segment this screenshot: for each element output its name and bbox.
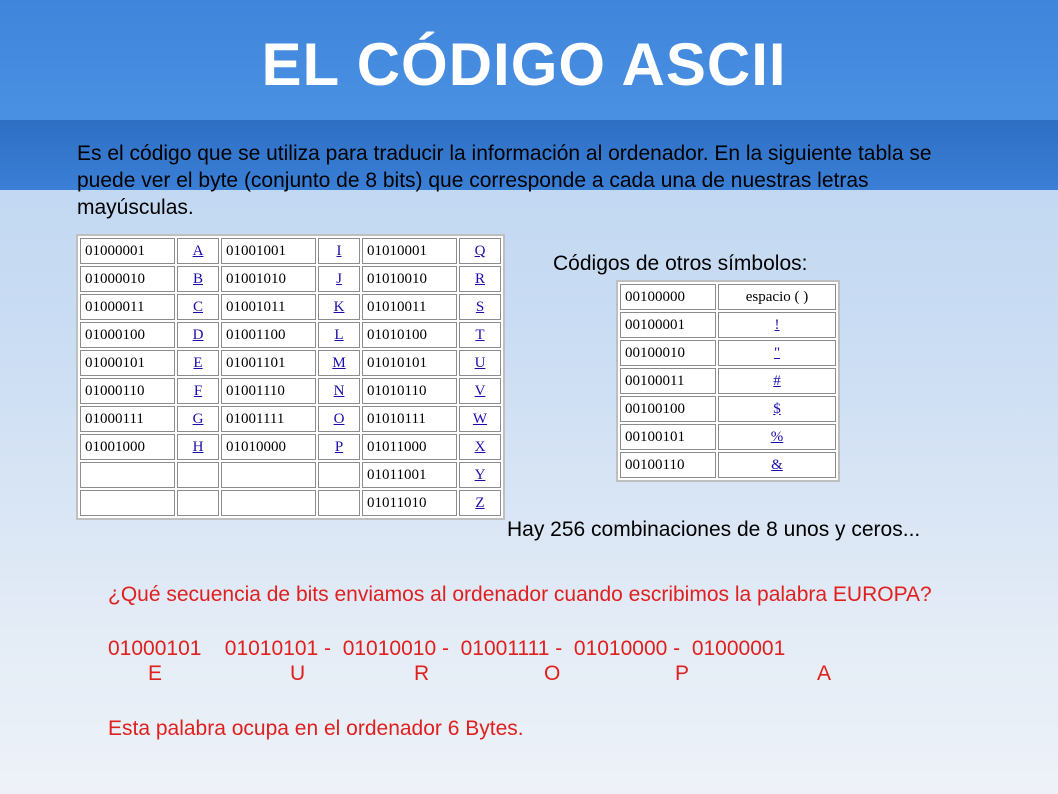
symbol-cell: espacio ( ) [718, 284, 836, 310]
letter-link[interactable]: R [474, 270, 485, 287]
letter-link[interactable]: Z [475, 494, 485, 511]
code-cell: 01001111 [221, 406, 316, 432]
letter-link[interactable]: J [336, 270, 342, 287]
symbol-link[interactable]: $ [773, 400, 781, 417]
code-cell: 01010111 [362, 406, 457, 432]
code-cell: 01010100 [362, 322, 457, 348]
code-cell [221, 490, 316, 516]
code-cell: 00100000 [620, 284, 716, 310]
letter-link[interactable]: O [333, 410, 345, 427]
symbol-link[interactable]: % [770, 428, 784, 445]
code-cell: 00100001 [620, 312, 716, 338]
table-row [80, 378, 501, 404]
table-row [620, 424, 836, 450]
char-cell [459, 378, 501, 404]
table-row [620, 312, 836, 338]
code-cell: 01001101 [221, 350, 316, 376]
letter-link[interactable]: N [333, 382, 345, 399]
table-row [80, 350, 501, 376]
question-text: ¿Qué secuencia de bits enviamos al ordenador cuando escribimos la palabra EUROPA? [108, 583, 932, 606]
table-row [620, 368, 836, 394]
combinations-note: Hay 256 combinaciones de 8 unos y ceros... [507, 518, 921, 541]
letter-link[interactable]: M [332, 354, 346, 371]
code-cell: 01010010 [362, 266, 457, 292]
letter-link[interactable]: Q [474, 242, 486, 259]
char-cell [318, 266, 360, 292]
code-cell: 01010001 [362, 238, 457, 264]
table-row [80, 490, 501, 516]
code-cell: 01000011 [80, 294, 175, 320]
code-cell: 01011000 [362, 434, 457, 460]
code-cell: 01001100 [221, 322, 316, 348]
code-cell: 01010101 [362, 350, 457, 376]
char-cell [318, 294, 360, 320]
table-row [80, 406, 501, 432]
letter-link[interactable]: T [475, 326, 485, 343]
table-row [620, 396, 836, 422]
letter-link[interactable]: E [193, 354, 203, 371]
table-row [80, 462, 501, 488]
char-cell [177, 294, 219, 320]
letter-link[interactable]: F [193, 382, 203, 399]
letter-link[interactable]: W [472, 410, 488, 427]
table-row [80, 434, 501, 460]
table-row [80, 322, 501, 348]
symbol-cell [718, 424, 836, 450]
conclusion-text: Esta palabra ocupa en el ordenador 6 Bytes. [108, 717, 524, 740]
char-cell [177, 266, 219, 292]
char-cell [459, 406, 501, 432]
code-cell: 00100010 [620, 340, 716, 366]
char-cell [459, 322, 501, 348]
char-cell [177, 406, 219, 432]
char-cell [459, 266, 501, 292]
code-cell: 00100100 [620, 396, 716, 422]
code-cell: 01001001 [221, 238, 316, 264]
char-cell [177, 378, 219, 404]
char-cell [459, 294, 501, 320]
code-cell: 01000101 [80, 350, 175, 376]
char-cell [177, 462, 219, 488]
char-cell [318, 490, 360, 516]
code-cell: 01010000 [221, 434, 316, 460]
symbol-link[interactable]: " [773, 344, 781, 361]
bit-sequence: 01000101 01010101 - 01010010 - 01001111 - 01010000 - 01000001 [108, 637, 786, 660]
sequence-letter: P [675, 662, 690, 685]
letter-link[interactable]: I [336, 242, 342, 259]
other-symbols-label: Códigos de otros símbolos: [553, 252, 808, 275]
table-row [80, 294, 501, 320]
letter-link[interactable]: A [192, 242, 204, 259]
code-cell: 01010110 [362, 378, 457, 404]
sequence-letter: A [817, 662, 832, 685]
symbols-ascii-table [616, 280, 840, 482]
char-cell [177, 434, 219, 460]
char-cell [177, 322, 219, 348]
code-cell: 00100101 [620, 424, 716, 450]
char-cell [318, 238, 360, 264]
symbol-cell [718, 396, 836, 422]
slide-title: EL CÓDIGO ASCII [261, 31, 787, 98]
code-cell: 01000110 [80, 378, 175, 404]
char-cell [318, 462, 360, 488]
code-cell [221, 462, 316, 488]
letter-link[interactable]: G [192, 410, 204, 427]
sequence-letter: U [290, 662, 306, 685]
code-cell: 01000001 [80, 238, 175, 264]
letter-link[interactable]: L [334, 326, 344, 343]
code-cell: 01001010 [221, 266, 316, 292]
letters-ascii-table [76, 234, 505, 520]
symbol-cell [718, 312, 836, 338]
letter-link[interactable]: B [192, 270, 203, 287]
code-cell: 01001000 [80, 434, 175, 460]
letter-link[interactable]: H [192, 438, 204, 455]
symbol-cell [718, 452, 836, 478]
table-row [80, 266, 501, 292]
char-cell [318, 406, 360, 432]
char-cell [318, 350, 360, 376]
letter-link[interactable]: X [474, 438, 486, 455]
table-row [620, 452, 836, 478]
code-cell: 01011010 [362, 490, 457, 516]
char-cell [177, 238, 219, 264]
table-row [620, 340, 836, 366]
code-cell: 01000100 [80, 322, 175, 348]
code-cell: 01000010 [80, 266, 175, 292]
char-cell [318, 378, 360, 404]
char-cell [459, 238, 501, 264]
letter-link[interactable]: U [474, 354, 486, 371]
code-cell [80, 490, 175, 516]
code-cell: 00100110 [620, 452, 716, 478]
table-row [620, 284, 836, 310]
code-cell: 01001110 [221, 378, 316, 404]
letter-link[interactable]: Y [474, 466, 486, 483]
table-row [80, 238, 501, 264]
code-cell: 01001011 [221, 294, 316, 320]
letter-link[interactable]: D [192, 326, 204, 343]
code-cell: 01000111 [80, 406, 175, 432]
symbol-link[interactable]: & [771, 456, 783, 473]
char-cell [177, 350, 219, 376]
code-cell: 01010011 [362, 294, 457, 320]
letter-link[interactable]: V [474, 382, 486, 399]
char-cell [459, 490, 501, 516]
letter-link[interactable]: S [475, 298, 485, 315]
sequence-letter: R [414, 662, 430, 685]
letter-link[interactable]: K [333, 298, 345, 315]
char-cell [459, 350, 501, 376]
char-cell [459, 462, 501, 488]
symbol-link[interactable]: ! [774, 316, 780, 333]
symbol-cell [718, 368, 836, 394]
char-cell [318, 322, 360, 348]
code-cell: 00100011 [620, 368, 716, 394]
code-cell [80, 462, 175, 488]
char-cell [459, 434, 501, 460]
symbol-link[interactable]: # [773, 372, 781, 389]
char-cell [318, 434, 360, 460]
code-cell: 01011001 [362, 462, 457, 488]
intro-text: Es el código que se utiliza para traducir la información al ordenador. En la siguiente tabla se puede ver el byte (conjunto de 8 bits) que corresponde a cada una de nuestras letras mayúsculas. [77, 142, 932, 219]
letter-link[interactable]: C [192, 298, 203, 315]
symbol-cell [718, 340, 836, 366]
char-cell [177, 490, 219, 516]
sequence-letter: E [148, 662, 163, 685]
letter-link[interactable]: P [334, 438, 344, 455]
sequence-letter: O [544, 662, 561, 685]
